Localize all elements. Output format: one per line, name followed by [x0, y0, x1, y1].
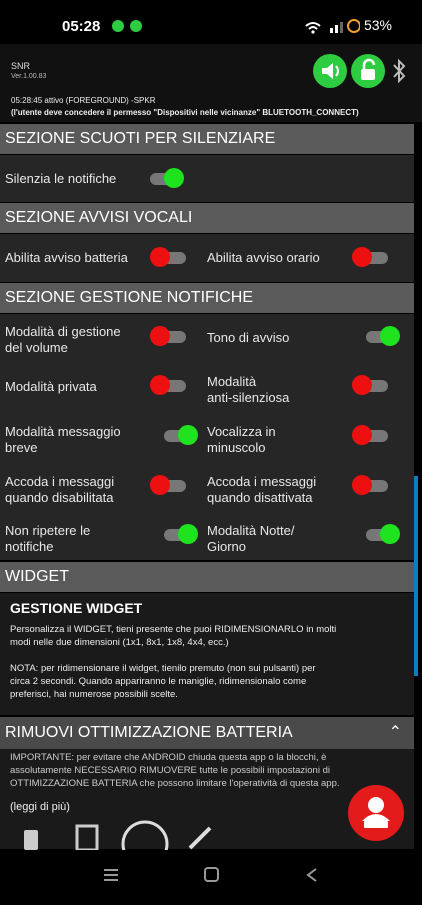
- battery-alert-label: Abilita avviso batteria: [5, 250, 128, 265]
- section-voice-header[interactable]: SEZIONE AVVISI VOCALI: [0, 203, 414, 233]
- anti-silent-label: Modalità anti-silenziosa: [207, 374, 290, 405]
- link-icon: [190, 828, 210, 848]
- queue-disabled-label: Accoda i messaggi quando disabilitata: [5, 474, 115, 505]
- lowercase-label: Vocalizza in minuscolo: [207, 424, 276, 455]
- battery-action-icons: [0, 818, 340, 850]
- silence-label: Silenzia le notifiche: [5, 171, 117, 186]
- alert-tone-label: Tono di avviso: [207, 330, 290, 345]
- section-battery-header[interactable]: RIMUOVI OTTIMIZZAZIONE BATTERIA ⌃: [0, 717, 414, 749]
- battery-icon: [24, 830, 38, 850]
- battery-percent: 53%: [363, 17, 392, 33]
- lowercase-toggle[interactable]: [352, 426, 390, 444]
- silence-toggle[interactable]: [146, 169, 184, 187]
- queue-off-label: Accoda i messaggi quando disattivata: [207, 474, 317, 505]
- service-status: 05:28:45 attivo (FOREGROUND) -SPKR: [11, 96, 156, 105]
- lock-open-icon[interactable]: [351, 54, 385, 88]
- queue-disabled-toggle[interactable]: [150, 476, 188, 494]
- no-repeat-toggle[interactable]: [160, 525, 198, 543]
- volume-mode-toggle[interactable]: [150, 327, 188, 345]
- short-message-toggle[interactable]: [160, 426, 198, 444]
- permission-warning: (l'utente deve concedere il permesso "Dispositivi nelle vicinanze" BLUETOOTH_CONNECT): [11, 108, 359, 117]
- section-shake-header[interactable]: SEZIONE SCUOTI PER SILENZIARE: [0, 124, 414, 154]
- night-day-label: Modalità Notte/ Giorno: [207, 523, 295, 554]
- hour-alert-toggle[interactable]: [352, 248, 390, 266]
- recent-apps-icon: [104, 869, 118, 881]
- app-name: SNR: [11, 61, 31, 71]
- notification-icon: [130, 20, 142, 32]
- alert-tone-toggle[interactable]: [362, 327, 400, 345]
- read-more-link[interactable]: (leggi di più): [10, 801, 70, 813]
- section-widget-header[interactable]: WIDGET: [0, 562, 414, 592]
- app-version: Ver.1.00.83: [11, 73, 47, 80]
- widget-text-2: NOTA: per ridimensionare il widget, tienilo premuto (non sui pulsanti) per circa 2 secondi. Quando appariranno le maniglie, ridimensionalo come preferisci, hai numerose possibili scelte.: [10, 663, 316, 700]
- scrollbar[interactable]: [414, 476, 418, 676]
- hour-alert-label: Abilita avviso orario: [207, 250, 320, 265]
- short-message-label: Modalità messaggio breve: [5, 424, 121, 455]
- speaker-icon[interactable]: [313, 54, 347, 88]
- profile-fab-button[interactable]: [348, 785, 404, 841]
- private-mode-label: Modalità privata: [5, 379, 97, 394]
- signal-icons: [304, 18, 360, 34]
- chevron-up-icon[interactable]: ⌃: [388, 724, 402, 741]
- clock: 05:28: [62, 18, 101, 35]
- section-shake-body: [0, 155, 414, 202]
- widget-text-1: Personalizza il WIDGET, tieni presente che puoi RIDIMENSIONARLO in molti modi nelle due dimensioni (1x1, 8x1, 1x8, 4x4, ecc.): [10, 624, 337, 648]
- bluetooth-icon[interactable]: [389, 58, 409, 84]
- volume-mode-label: Modalità di gestione del volume: [5, 324, 121, 355]
- victory-icon: [123, 822, 167, 850]
- section-voice-body: [0, 234, 414, 282]
- settings-icon: [77, 826, 97, 850]
- private-mode-toggle[interactable]: [150, 376, 188, 394]
- status-bar: [0, 0, 422, 44]
- night-day-toggle[interactable]: [362, 525, 400, 543]
- app-header: [0, 44, 422, 122]
- battery-text: IMPORTANTE: per evitare che ANDROID chiuda questa app o la blocchi, è assolutamente NECESSARIO RIMUOVERE tutte le possibili impostazioni di OTTIMIZZAZIONE BATTERIA che possono limitare l'operatività di questa app.: [10, 752, 340, 789]
- section-notif-header[interactable]: SEZIONE GESTIONE NOTIFICHE: [0, 283, 414, 313]
- battery-alert-toggle[interactable]: [150, 248, 188, 266]
- system-nav-bar: [0, 850, 422, 900]
- notification-icon: [112, 20, 124, 32]
- back-icon: [308, 869, 316, 881]
- queue-off-toggle[interactable]: [352, 476, 390, 494]
- no-repeat-label: Non ripetere le notifiche: [5, 523, 91, 554]
- home-icon: [205, 868, 218, 881]
- anti-silent-toggle[interactable]: [352, 376, 390, 394]
- widget-title: GESTIONE WIDGET: [10, 600, 143, 616]
